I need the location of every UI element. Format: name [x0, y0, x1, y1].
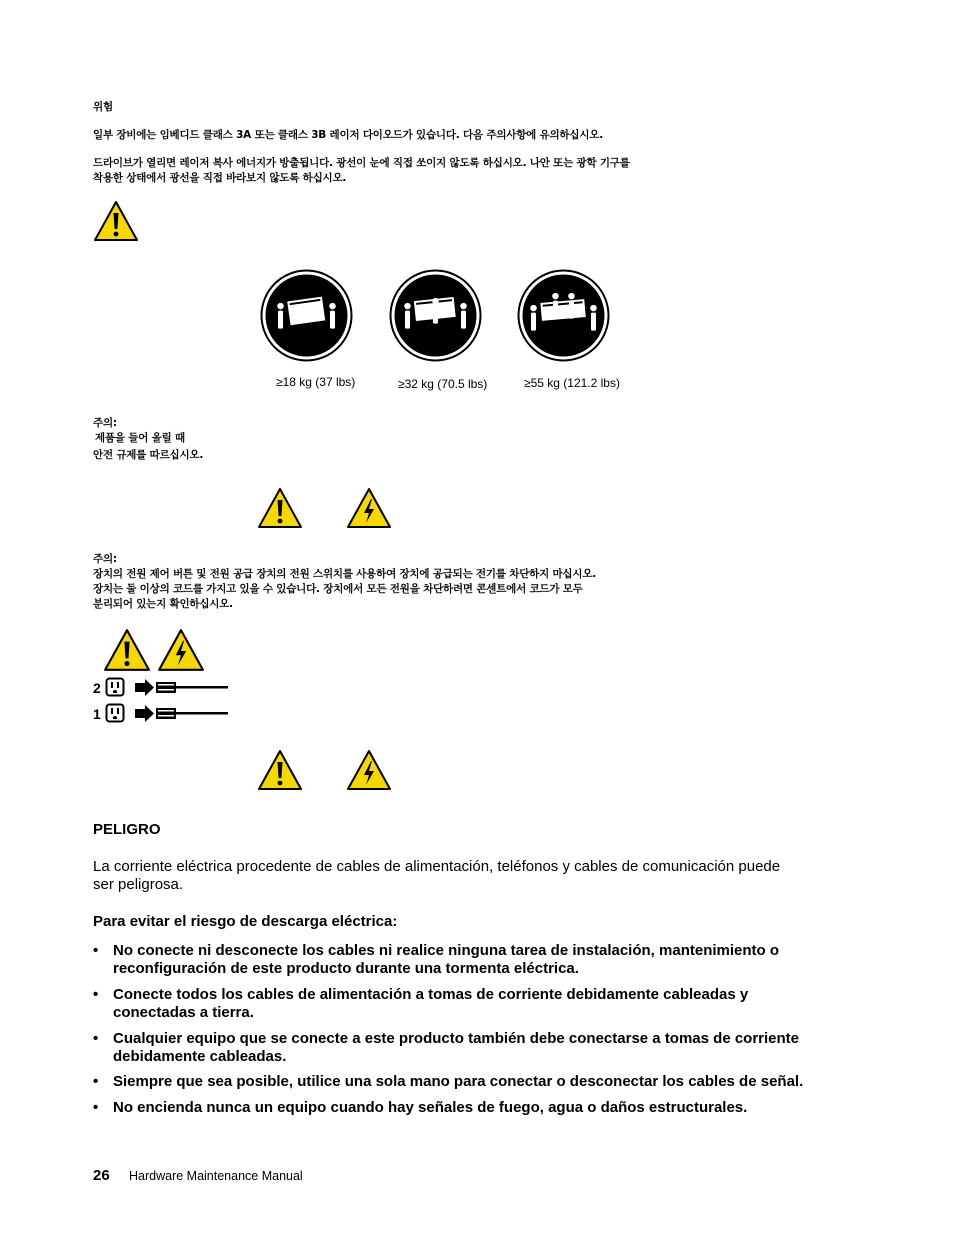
bullet-marker: •	[93, 1073, 99, 1090]
radiation-warning-line-1: 드라이브가 열리면 레이저 복사 에너지가 방출됩니다. 광선이 눈에 직접 쏘이지 않도록 하십시오. 나안 또는 광학 기구를	[93, 157, 630, 169]
power-caution-line-3: 분리되어 있는지 확인하십시오.	[93, 598, 233, 610]
bullet-marker: •	[93, 1099, 99, 1116]
danger-title-spanish: PELIGRO	[93, 821, 161, 838]
two-person-lift-icon	[260, 269, 353, 362]
bullet-text: Conecte todos los cables de alimentación a tomas de corriente debidamente cableadas y conectadas a tierra.	[113, 986, 749, 1021]
intro-line-2: ser peligrosa.	[93, 876, 184, 893]
three-person-lift-icon	[389, 269, 482, 362]
cord-number-1: 1	[93, 706, 101, 722]
manual-title: Hardware Maintenance Manual	[129, 1169, 303, 1183]
warning-icon	[93, 200, 139, 242]
cord-number-2: 2	[93, 680, 101, 696]
page-number: 26	[93, 1167, 110, 1184]
lift-caution-title: 주의:	[93, 417, 117, 429]
warning-icon	[103, 628, 151, 672]
radiation-warning-line-2: 착용한 상태에서 광선을 직접 바라보지 않도록 하십시오.	[93, 172, 347, 184]
power-caution-line-2: 장치는 둘 이상의 코드를 가지고 있을 수 있습니다. 장치에서 모든 전원을 차단하려면 콘센트에서 코드가 모두	[93, 583, 583, 595]
weight-label-55kg: ≥55 kg (121.2 lbs)	[524, 376, 620, 390]
electrical-hazard-icon	[346, 487, 392, 529]
electrical-hazard-icon	[157, 628, 205, 672]
list-item	[93, 942, 833, 978]
list-item	[93, 1030, 833, 1066]
bullet-text: No conecte ni desconecte los cables ni realice ninguna tarea de instalación, mantenimiento o reconfiguración de este producto durante una tormenta eléctrica.	[113, 942, 780, 977]
weight-label-18kg: ≥18 kg (37 lbs)	[276, 375, 356, 389]
warning-icon	[257, 749, 303, 791]
power-cord-plug-icon	[105, 703, 235, 725]
lift-caution-line-2: 안전 규제를 따르십시오.	[93, 449, 204, 461]
list-item	[93, 1099, 833, 1117]
bullet-text: No encienda nunca un equipo cuando hay señales de fuego, agua o daños estructurales.	[113, 1099, 748, 1116]
bullet-marker: •	[93, 986, 99, 1003]
lift-caution-line-1: 제품을 들어 올릴 때	[95, 432, 185, 444]
power-caution-title: 주의:	[93, 553, 117, 565]
danger-title-korean: 위험	[93, 101, 113, 113]
avoid-shock-heading: Para evitar el riesgo de descarga eléctrica:	[93, 913, 398, 930]
list-item	[93, 986, 833, 1022]
electrical-hazard-icon	[346, 749, 392, 791]
warning-icon	[257, 487, 303, 529]
bullet-text: Siempre que sea posible, utilice una sola mano para conectar o desconectar los cables de señal.	[113, 1073, 804, 1090]
intro-line-1: La corriente eléctrica procedente de cables de alimentación, teléfonos y cables de comunicación puede	[93, 858, 781, 875]
weight-label-32kg: ≥32 kg (70.5 lbs)	[398, 377, 488, 391]
power-cord-plug-icon	[105, 677, 235, 699]
laser-warning-line: 일부 장비에는 임베디드 클래스 3A 또는 클래스 3B 레이저 다이오드가 있습니다. 다음 주의사항에 유의하십시오.	[93, 129, 603, 141]
bullet-marker: •	[93, 1030, 99, 1047]
list-item	[93, 1073, 833, 1091]
bullet-text: Cualquier equipo que se conecte a este producto también debe conectarse a tomas de corriente debidamente cableadas.	[113, 1030, 800, 1065]
power-caution-line-1: 장치의 전원 제어 버튼 및 전원 공급 장치의 전원 스위치를 사용하여 장치에 공급되는 전기를 차단하지 마십시오.	[93, 568, 597, 580]
bullet-marker: •	[93, 942, 99, 959]
four-person-lift-icon	[517, 269, 610, 362]
